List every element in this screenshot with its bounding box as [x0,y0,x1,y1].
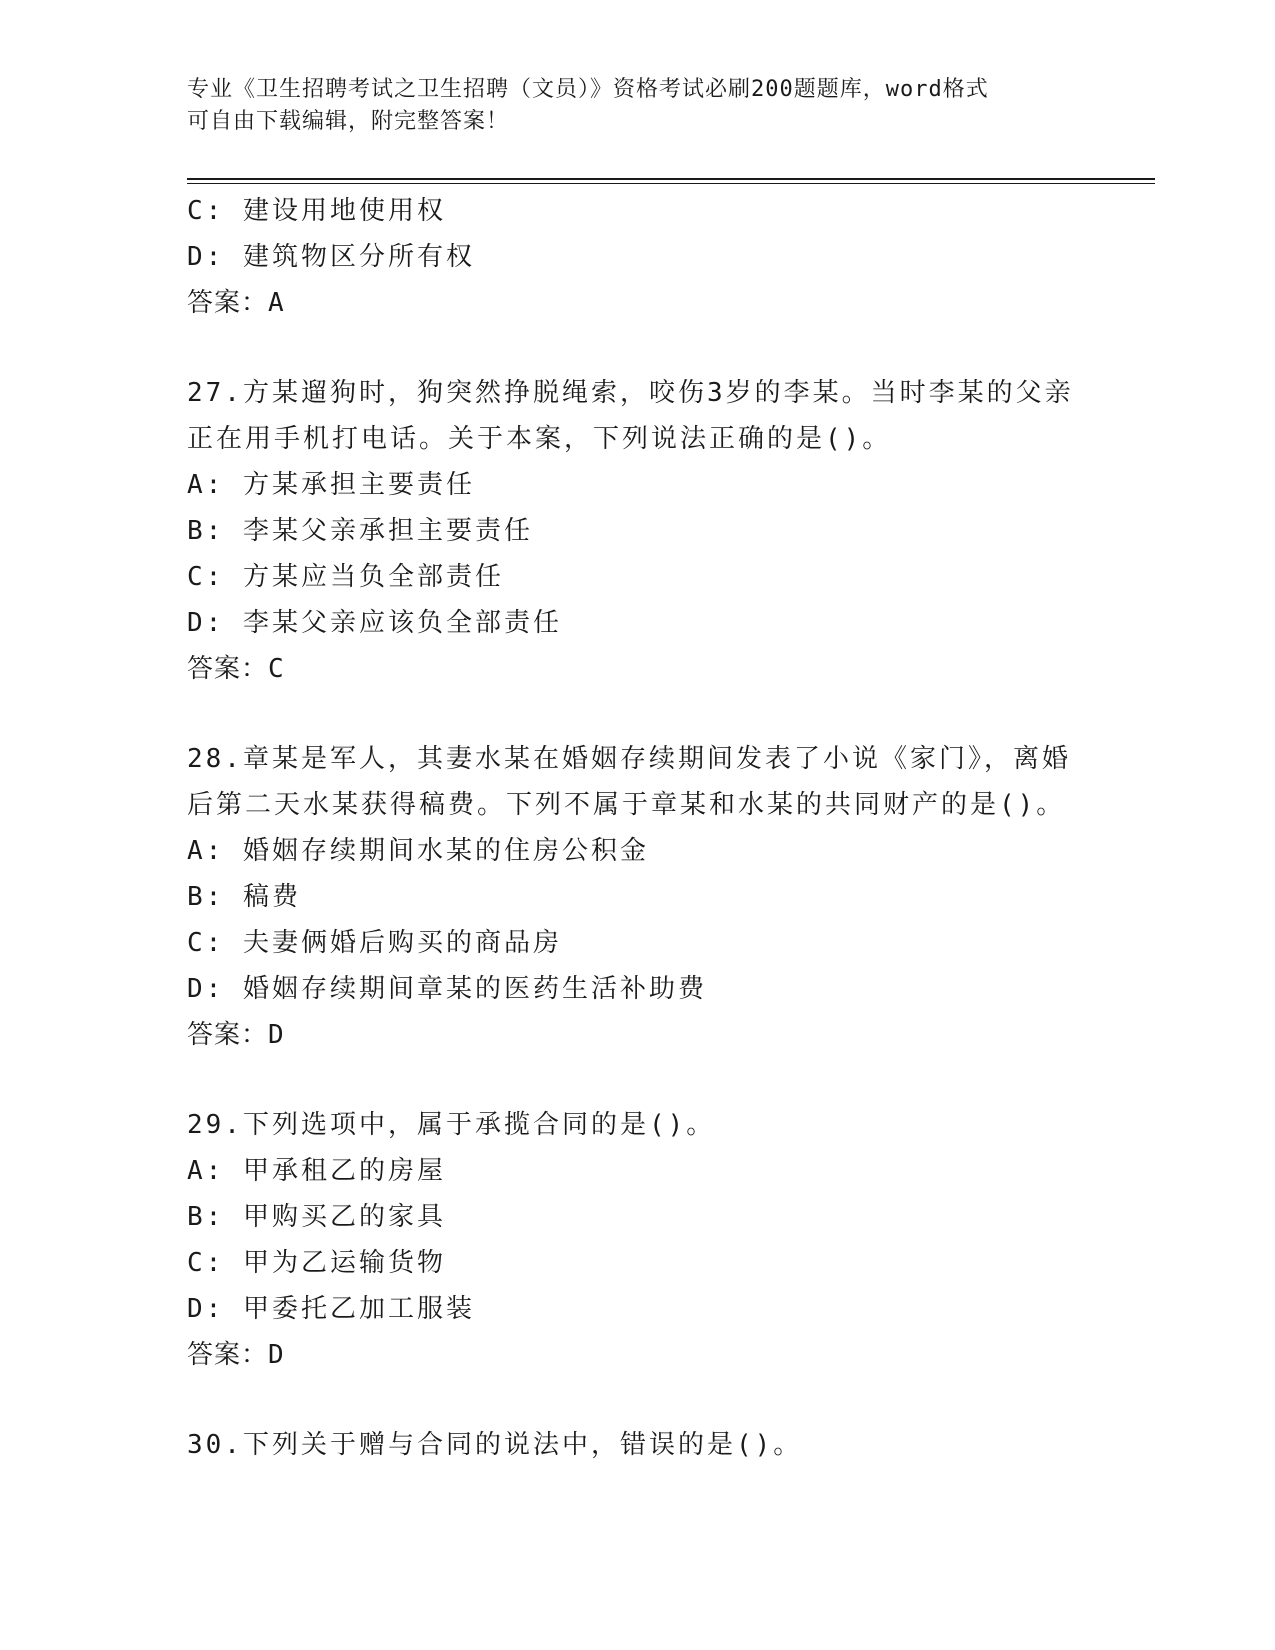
header-divider-thick [187,178,1155,180]
question-text: 30.下列关于赠与合同的说法中，错误的是()。 [187,1430,803,1460]
question-text: 28.章某是军人，其妻水某在婚姻存续期间发表了小说《家门》，离婚 [187,744,1071,774]
option-d: D: 建筑物区分所有权 [187,242,475,272]
spacer [187,692,1087,736]
question-text: 27.方某遛狗时，狗突然挣脱绳索，咬伤3岁的李某。当时李某的父亲 [187,378,1074,408]
header-line-1: 专业《卫生招聘考试之卫生招聘（文员）》资格考试必刷200题题库，word格式 [187,77,989,102]
spacer [187,326,1087,370]
option-a: A: 婚姻存续期间水某的住房公积金 [187,836,649,866]
option-a: A: 方某承担主要责任 [187,470,475,500]
question-block-27 [187,370,1087,692]
question-block-28 [187,736,1087,1058]
option-b: B: 稿费 [187,882,301,912]
answer-text: 答案：C [187,654,285,684]
question-block-29 [187,1102,1087,1378]
option-b: B: 甲购买乙的家具 [187,1202,446,1232]
option-d: D: 甲委托乙加工服装 [187,1294,475,1324]
option-c: C: 建设用地使用权 [187,196,446,226]
answer-text: 答案：A [187,288,285,318]
option-a: A: 甲承租乙的房屋 [187,1156,446,1186]
question-text: 29.下列选项中，属于承揽合同的是()。 [187,1110,716,1140]
answer-text: 答案：D [187,1020,285,1050]
option-c: C: 方某应当负全部责任 [187,562,504,592]
option-d: D: 李某父亲应该负全部责任 [187,608,562,638]
question-block-30 [187,1422,1087,1468]
option-b: B: 李某父亲承担主要责任 [187,516,533,546]
document-body [187,188,1087,1468]
option-d: D: 婚姻存续期间章某的医药生活补助费 [187,974,707,1004]
question-text: 后第二天水某获得稿费。下列不属于章某和水某的共同财产的是()。 [187,790,1066,820]
spacer [187,1378,1087,1422]
header-line-2: 可自由下载编辑，附完整答案！ [187,109,510,134]
spacer [187,1058,1087,1102]
question-block-26 [187,188,1087,326]
question-text: 正在用手机打电话。关于本案，下列说法正确的是()。 [187,424,892,454]
header-divider-thin [187,183,1155,184]
option-c: C: 夫妻俩婚后购买的商品房 [187,928,562,958]
document-header [187,74,1087,138]
option-c: C: 甲为乙运输货物 [187,1248,446,1278]
answer-text: 答案：D [187,1340,285,1370]
